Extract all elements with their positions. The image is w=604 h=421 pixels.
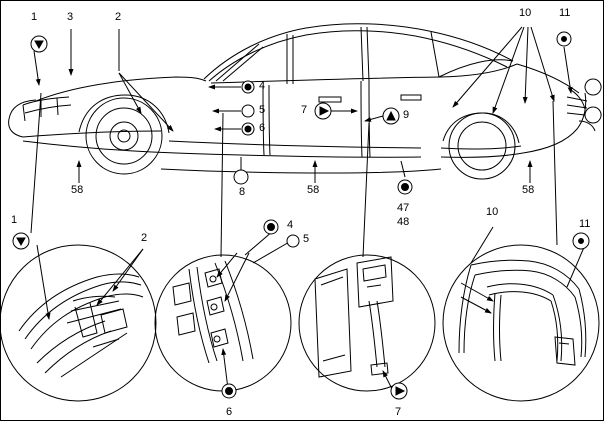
callout-label-58-mid: 58 — [307, 184, 320, 196]
callout-label-9: 9 — [403, 109, 410, 121]
callout-label-6-detail: 6 — [226, 406, 233, 418]
diagram-canvas — [1, 1, 604, 421]
callout-label-4-detail: 4 — [287, 219, 294, 231]
callout-label-10-detail: 10 — [486, 206, 499, 218]
callout-label-5-detail: 5 — [303, 233, 310, 245]
callout-label-11-detail: 11 — [579, 218, 591, 230]
callout-label-7-detail: 7 — [395, 406, 402, 418]
callout-label-3-top: 3 — [67, 11, 74, 23]
callout-label-1-top: 1 — [31, 11, 38, 23]
callout-label-2-detail: 2 — [141, 232, 148, 244]
callout-label-5: 5 — [259, 104, 266, 116]
callout-label-58-front: 58 — [71, 184, 84, 196]
callout-label-6: 6 — [259, 122, 266, 134]
callout-label-8: 8 — [239, 186, 246, 198]
callout-label-2-top: 2 — [115, 11, 122, 23]
callout-label-1-detail: 1 — [11, 214, 18, 226]
callout-label-10-top: 10 — [519, 7, 532, 19]
callout-label-48: 48 — [397, 216, 410, 228]
callout-label-7: 7 — [301, 104, 308, 116]
callout-label-58-rear: 58 — [522, 184, 535, 196]
callout-label-11-top: 11 — [559, 7, 571, 19]
callout-label-47: 47 — [397, 202, 410, 214]
callout-label-4: 4 — [259, 80, 266, 92]
